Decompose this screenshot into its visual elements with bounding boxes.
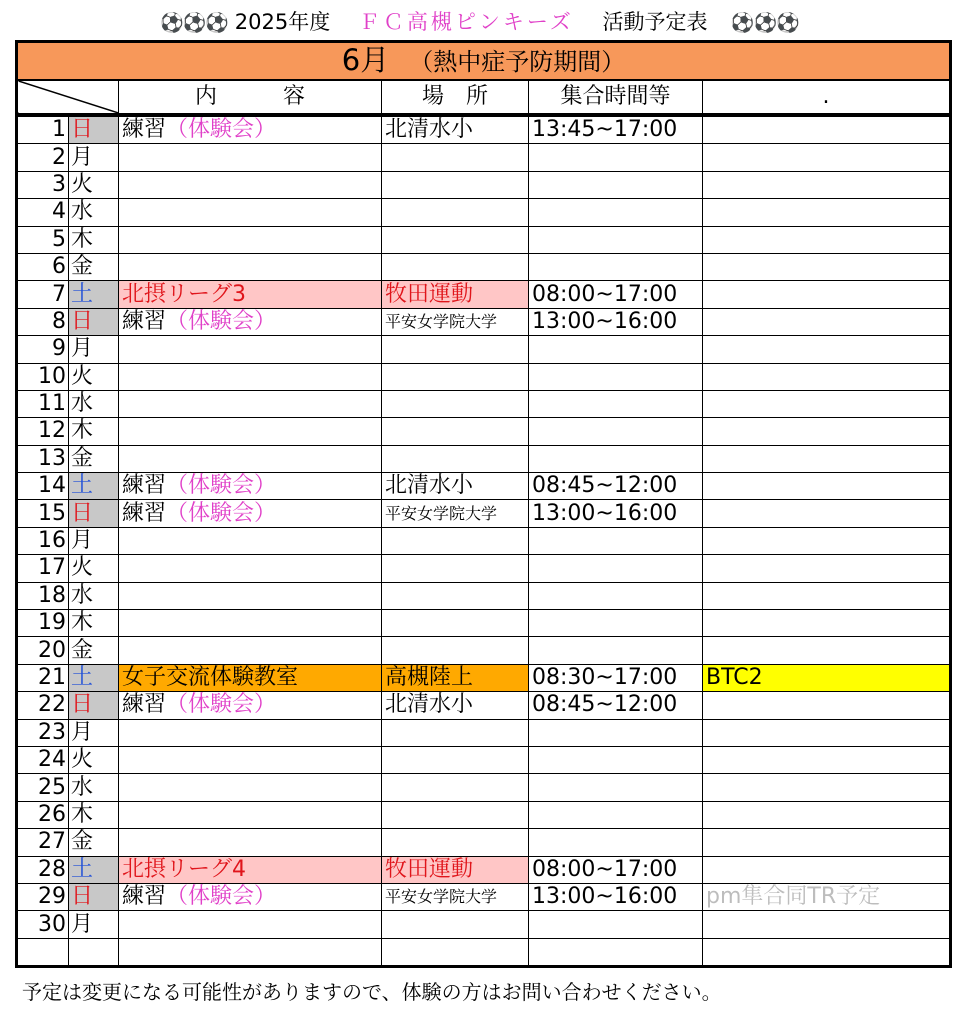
schedule-row	[17, 883, 951, 910]
schedule-row	[17, 555, 951, 582]
time-cell: 08:45~12:00	[529, 473, 703, 500]
schedule-row	[17, 281, 951, 308]
day-number: 3	[17, 171, 69, 198]
day-number: 26	[17, 801, 69, 828]
day-of-week: 火	[69, 555, 119, 582]
day-of-week: 月	[69, 336, 119, 363]
place-cell	[382, 253, 529, 280]
soccer-ball-icons-left: ⚽⚽⚽	[160, 12, 229, 34]
day-of-week: 土	[69, 856, 119, 883]
day-of-week: 木	[69, 801, 119, 828]
content-cell	[119, 911, 382, 938]
time-cell: 13:00~16:00	[529, 500, 703, 527]
content-cell	[119, 171, 382, 198]
schedule-row	[17, 719, 951, 746]
day-number: 12	[17, 418, 69, 445]
day-number: 30	[17, 911, 69, 938]
day-of-week	[69, 938, 119, 966]
time-cell	[529, 555, 703, 582]
content-cell	[119, 226, 382, 253]
content-cell	[119, 637, 382, 664]
content-cell	[119, 308, 382, 335]
document-title	[0, 6, 959, 36]
day-of-week: 土	[69, 281, 119, 308]
schedule-row	[17, 938, 951, 966]
day-of-week: 火	[69, 171, 119, 198]
day-number: 21	[17, 664, 69, 691]
time-cell	[529, 445, 703, 472]
schedule-row	[17, 582, 951, 609]
time-cell	[529, 226, 703, 253]
content-text: 練習	[122, 473, 167, 499]
schedule-row	[17, 115, 951, 144]
time-cell	[529, 829, 703, 856]
time-cell	[529, 719, 703, 746]
time-cell: 13:00~16:00	[529, 883, 703, 910]
content-text: 練習	[122, 884, 167, 910]
content-highlight: （体験会）	[166, 884, 277, 910]
place-cell	[382, 746, 529, 773]
content-cell	[119, 390, 382, 417]
day-of-week: 日	[69, 115, 119, 144]
extra-cell	[703, 829, 951, 856]
day-number: 11	[17, 390, 69, 417]
place-cell	[382, 555, 529, 582]
extra-cell	[703, 199, 951, 226]
schedule-row	[17, 664, 951, 691]
schedule-row	[17, 473, 951, 500]
extra-cell	[703, 801, 951, 828]
day-of-week: 日	[69, 308, 119, 335]
content-cell	[119, 115, 382, 144]
content-cell	[119, 473, 382, 500]
schedule-row	[17, 637, 951, 664]
place-cell	[382, 390, 529, 417]
extra-cell: BTC2	[703, 664, 951, 691]
place-cell	[382, 226, 529, 253]
day-number: 19	[17, 610, 69, 637]
day-number: 24	[17, 746, 69, 773]
extra-cell	[703, 527, 951, 554]
time-cell	[529, 774, 703, 801]
extra-cell	[703, 555, 951, 582]
day-of-week: 水	[69, 582, 119, 609]
extra-cell	[703, 856, 951, 883]
schedule-row	[17, 610, 951, 637]
time-cell	[529, 527, 703, 554]
content-cell	[119, 555, 382, 582]
content-text: 練習	[122, 117, 167, 143]
time-cell	[529, 637, 703, 664]
day-number: 20	[17, 637, 69, 664]
day-number: 18	[17, 582, 69, 609]
content-text: 女子交流体験教室	[122, 665, 299, 690]
content-cell	[119, 801, 382, 828]
schedule-row	[17, 856, 951, 883]
content-text: 練習	[122, 308, 167, 334]
title-club-name: ＦＣ高槻ピンキーズ	[358, 10, 574, 34]
day-of-week: 日	[69, 883, 119, 910]
month-header	[17, 42, 951, 81]
content-cell	[119, 445, 382, 472]
day-of-week: 金	[69, 829, 119, 856]
time-cell	[529, 582, 703, 609]
day-number: 15	[17, 500, 69, 527]
header-time: 集合時間等	[529, 80, 703, 115]
place-cell: 平安女学院大学	[382, 308, 529, 335]
column-header-row	[17, 80, 951, 115]
extra-cell	[703, 637, 951, 664]
time-cell: 13:45~17:00	[529, 115, 703, 144]
content-cell	[119, 582, 382, 609]
extra-cell	[703, 500, 951, 527]
place-cell: 高槻陸上	[382, 664, 529, 691]
time-cell	[529, 746, 703, 773]
time-cell	[529, 253, 703, 280]
schedule-row	[17, 308, 951, 335]
schedule-row	[17, 226, 951, 253]
time-cell	[529, 938, 703, 966]
time-cell: 08:30~17:00	[529, 664, 703, 691]
content-cell	[119, 664, 382, 691]
place-cell	[382, 774, 529, 801]
content-cell	[119, 938, 382, 966]
time-cell	[529, 610, 703, 637]
extra-cell	[703, 336, 951, 363]
time-cell	[529, 911, 703, 938]
time-cell	[529, 171, 703, 198]
extra-cell	[703, 692, 951, 719]
day-number: 8	[17, 308, 69, 335]
content-highlight: （体験会）	[166, 692, 277, 718]
place-cell	[382, 637, 529, 664]
month-note: （熱中症予防期間）	[409, 48, 626, 76]
day-of-week: 土	[69, 664, 119, 691]
day-of-week: 金	[69, 445, 119, 472]
day-number: 27	[17, 829, 69, 856]
day-number: 28	[17, 856, 69, 883]
day-number: 5	[17, 226, 69, 253]
content-text: 練習	[122, 500, 167, 526]
day-number: 7	[17, 281, 69, 308]
time-cell: 08:45~12:00	[529, 692, 703, 719]
extra-cell	[703, 719, 951, 746]
extra-cell	[703, 390, 951, 417]
time-cell: 08:00~17:00	[529, 281, 703, 308]
schedule-row	[17, 774, 951, 801]
day-of-week: 火	[69, 746, 119, 773]
content-cell	[119, 363, 382, 390]
soccer-ball-icons-right: ⚽⚽⚽	[730, 12, 799, 34]
time-cell: 13:00~16:00	[529, 308, 703, 335]
content-cell	[119, 883, 382, 910]
content-cell	[119, 527, 382, 554]
extra-cell	[703, 582, 951, 609]
day-number: 22	[17, 692, 69, 719]
day-number: 14	[17, 473, 69, 500]
place-cell	[382, 610, 529, 637]
header-place: 場 所	[382, 80, 529, 115]
day-number: 6	[17, 253, 69, 280]
footer-note: 予定は変更になる可能性がありますので、体験の方はお問い合わせください。	[22, 980, 722, 1004]
schedule-row	[17, 171, 951, 198]
day-of-week: 火	[69, 363, 119, 390]
day-of-week: 土	[69, 473, 119, 500]
diagonal-header-cell	[17, 80, 119, 115]
time-cell	[529, 363, 703, 390]
extra-cell	[703, 418, 951, 445]
place-cell	[382, 582, 529, 609]
title-year: 2025年度	[234, 10, 331, 34]
day-of-week: 水	[69, 390, 119, 417]
content-cell	[119, 336, 382, 363]
place-cell	[382, 199, 529, 226]
place-cell	[382, 445, 529, 472]
extra-cell: pm隼合同TR予定	[703, 883, 951, 910]
time-cell	[529, 801, 703, 828]
day-of-week: 金	[69, 637, 119, 664]
content-cell	[119, 719, 382, 746]
content-cell	[119, 418, 382, 445]
content-text: 北摂リーグ3	[122, 281, 246, 307]
day-number: 9	[17, 336, 69, 363]
day-number: 29	[17, 883, 69, 910]
extra-cell	[703, 363, 951, 390]
content-cell	[119, 500, 382, 527]
schedule-row	[17, 445, 951, 472]
day-of-week: 日	[69, 500, 119, 527]
day-of-week: 木	[69, 418, 119, 445]
content-cell	[119, 774, 382, 801]
day-of-week: 水	[69, 774, 119, 801]
title-label: 活動予定表	[602, 10, 708, 34]
time-cell	[529, 390, 703, 417]
extra-cell	[703, 774, 951, 801]
day-of-week: 金	[69, 253, 119, 280]
place-cell	[382, 363, 529, 390]
day-number: 2	[17, 144, 69, 171]
schedule-table	[15, 40, 952, 968]
time-cell	[529, 199, 703, 226]
day-number: 17	[17, 555, 69, 582]
content-highlight: （体験会）	[166, 473, 277, 499]
schedule-row	[17, 144, 951, 171]
content-cell	[119, 692, 382, 719]
month-label: 6月	[341, 43, 390, 77]
place-cell	[382, 144, 529, 171]
day-of-week: 月	[69, 527, 119, 554]
content-cell	[119, 610, 382, 637]
extra-cell	[703, 281, 951, 308]
extra-cell	[703, 115, 951, 144]
place-cell: 平安女学院大学	[382, 883, 529, 910]
day-of-week: 月	[69, 719, 119, 746]
day-of-week: 日	[69, 692, 119, 719]
schedule-row	[17, 253, 951, 280]
schedule-row	[17, 363, 951, 390]
time-cell	[529, 144, 703, 171]
schedule-row	[17, 390, 951, 417]
content-cell	[119, 199, 382, 226]
day-of-week: 木	[69, 226, 119, 253]
place-cell	[382, 336, 529, 363]
place-cell	[382, 938, 529, 966]
extra-cell	[703, 308, 951, 335]
day-of-week: 月	[69, 911, 119, 938]
day-of-week: 木	[69, 610, 119, 637]
day-of-week: 月	[69, 144, 119, 171]
time-cell: 08:00~17:00	[529, 856, 703, 883]
content-highlight: （体験会）	[166, 500, 277, 526]
place-cell: 北清水小	[382, 692, 529, 719]
content-cell	[119, 746, 382, 773]
time-cell	[529, 336, 703, 363]
content-highlight: （体験会）	[166, 117, 277, 143]
extra-cell	[703, 911, 951, 938]
schedule-row	[17, 527, 951, 554]
place-cell	[382, 527, 529, 554]
day-number: 16	[17, 527, 69, 554]
extra-cell	[703, 746, 951, 773]
day-number: 10	[17, 363, 69, 390]
schedule-row	[17, 801, 951, 828]
content-cell	[119, 144, 382, 171]
extra-cell	[703, 226, 951, 253]
schedule-row	[17, 418, 951, 445]
place-cell	[382, 829, 529, 856]
place-cell	[382, 171, 529, 198]
time-cell	[529, 418, 703, 445]
content-cell	[119, 829, 382, 856]
header-extra: .	[703, 80, 951, 115]
content-cell	[119, 281, 382, 308]
month-header-row	[17, 42, 951, 81]
schedule-row	[17, 692, 951, 719]
content-highlight: （体験会）	[166, 308, 277, 334]
day-of-week: 水	[69, 199, 119, 226]
place-cell	[382, 719, 529, 746]
schedule-row	[17, 336, 951, 363]
extra-cell	[703, 445, 951, 472]
extra-cell	[703, 253, 951, 280]
place-cell	[382, 911, 529, 938]
schedule-row	[17, 746, 951, 773]
place-cell: 北清水小	[382, 473, 529, 500]
place-cell: 牧田運動	[382, 281, 529, 308]
place-cell: 牧田運動	[382, 856, 529, 883]
schedule-row	[17, 500, 951, 527]
extra-cell	[703, 473, 951, 500]
extra-cell	[703, 938, 951, 966]
place-cell	[382, 801, 529, 828]
day-number	[17, 938, 69, 966]
day-number: 13	[17, 445, 69, 472]
place-cell	[382, 418, 529, 445]
schedule-row	[17, 199, 951, 226]
extra-cell	[703, 171, 951, 198]
content-text: 練習	[122, 692, 167, 718]
day-number: 1	[17, 115, 69, 144]
extra-cell	[703, 144, 951, 171]
header-content: 内 容	[119, 80, 382, 115]
day-number: 23	[17, 719, 69, 746]
day-number: 4	[17, 199, 69, 226]
extra-cell	[703, 610, 951, 637]
content-cell	[119, 856, 382, 883]
content-text: 北摂リーグ4	[122, 856, 246, 882]
place-cell: 平安女学院大学	[382, 500, 529, 527]
schedule-row	[17, 911, 951, 938]
schedule-row	[17, 829, 951, 856]
content-cell	[119, 253, 382, 280]
day-number: 25	[17, 774, 69, 801]
place-cell: 北清水小	[382, 115, 529, 144]
